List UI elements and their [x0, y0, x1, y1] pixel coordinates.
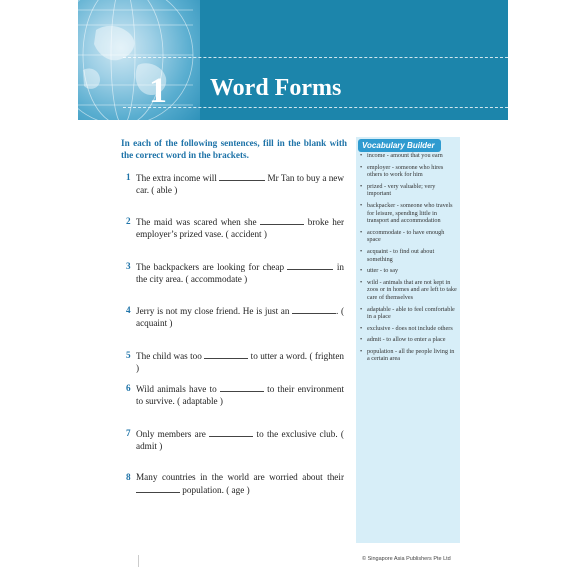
- bullet-icon: •: [360, 182, 363, 190]
- vocabulary-item: • exclusive - does not include others: [360, 324, 453, 332]
- chapter-number: 1: [149, 70, 167, 110]
- answer-blank[interactable]: [292, 304, 336, 314]
- bullet-icon: •: [360, 305, 363, 313]
- vocabulary-list: [360, 152, 458, 367]
- vocabulary-item: • population - all the people living in a certain area: [360, 347, 455, 363]
- divider-line-top: [123, 57, 508, 58]
- vocabulary-heading: Vocabulary Builder: [358, 139, 441, 152]
- bullet-icon: •: [360, 347, 363, 355]
- vocabulary-item: • wild - animals that are not kept in zoos or in homes and are left to take care of themselves: [360, 278, 457, 301]
- instruction-text: In each of the following sentences, fill in the blank with the correct word in the brackets.: [121, 138, 347, 160]
- vocabulary-item: • admit - to allow to enter a place: [360, 336, 446, 344]
- answer-blank[interactable]: [287, 260, 333, 270]
- bullet-icon: •: [360, 278, 363, 286]
- bullet-icon: •: [360, 201, 363, 209]
- bullet-icon: •: [360, 152, 363, 159]
- question-number: 1: [126, 172, 131, 182]
- copyright-notice: © Singapore Asia Publishers Pte Ltd: [362, 556, 451, 562]
- answer-blank[interactable]: [220, 382, 264, 392]
- vocabulary-item: • utter - to say: [360, 267, 399, 275]
- divider-line-bottom: [123, 107, 508, 108]
- question-text: The child was too to utter a word. ( frighten ): [136, 351, 345, 373]
- bullet-icon: •: [360, 247, 363, 255]
- bullet-icon: •: [360, 228, 363, 236]
- bullet-icon: •: [360, 267, 363, 275]
- question-text: Only members are to the exclusive club. ( admit ): [136, 429, 344, 451]
- question-text: The maid was scared when she broke her employer’s prized vase. ( accident ): [136, 217, 345, 239]
- question-number: 6: [126, 383, 131, 393]
- answer-blank[interactable]: [260, 215, 304, 225]
- question-text: Wild animals have to to their environment to survive. ( adaptable ): [136, 384, 345, 406]
- question-number: 3: [126, 261, 131, 271]
- question-number: 8: [126, 472, 131, 482]
- answer-blank[interactable]: [204, 349, 248, 359]
- answer-blank[interactable]: [219, 171, 265, 181]
- vocabulary-item: • adaptable - able to feel comfortable in a place: [360, 305, 455, 321]
- question-number: 7: [126, 428, 131, 438]
- chapter-title: Word Forms: [210, 75, 342, 101]
- question-text: The backpackers are looking for cheap in the city area. ( accommodate ): [136, 262, 344, 284]
- bullet-icon: •: [360, 336, 363, 344]
- question-text: Many countries in the world are worried about their population. ( age ): [136, 472, 344, 495]
- question-text: Jerry is not my close friend. He is just an . ( acquaint ): [136, 306, 345, 328]
- vocabulary-item: • prized - very valuable; very important: [360, 182, 436, 198]
- question-number: 5: [126, 350, 131, 360]
- question-text: The extra income will Mr Tan to buy a new car. ( able ): [136, 173, 345, 195]
- answer-blank[interactable]: [209, 427, 253, 437]
- vocabulary-item: • acquaint - to find out about something: [360, 247, 435, 263]
- page-gutter-mark: [138, 555, 139, 567]
- vocabulary-item: • income - amount that you earn: [360, 152, 443, 159]
- bullet-icon: •: [360, 324, 363, 332]
- question-number: 4: [126, 305, 131, 315]
- vocabulary-item: • accommodate - to have enough space: [360, 228, 445, 244]
- globe-illustration: [78, 0, 200, 120]
- bullet-icon: •: [360, 163, 363, 171]
- vocabulary-item: • backpacker - someone who travels for leisure, spending little in transport and accommodation: [360, 201, 453, 225]
- vocabulary-item: • employer - someone who hires others to work for him: [360, 163, 444, 179]
- answer-blank[interactable]: [136, 483, 180, 493]
- question-number: 2: [126, 216, 131, 226]
